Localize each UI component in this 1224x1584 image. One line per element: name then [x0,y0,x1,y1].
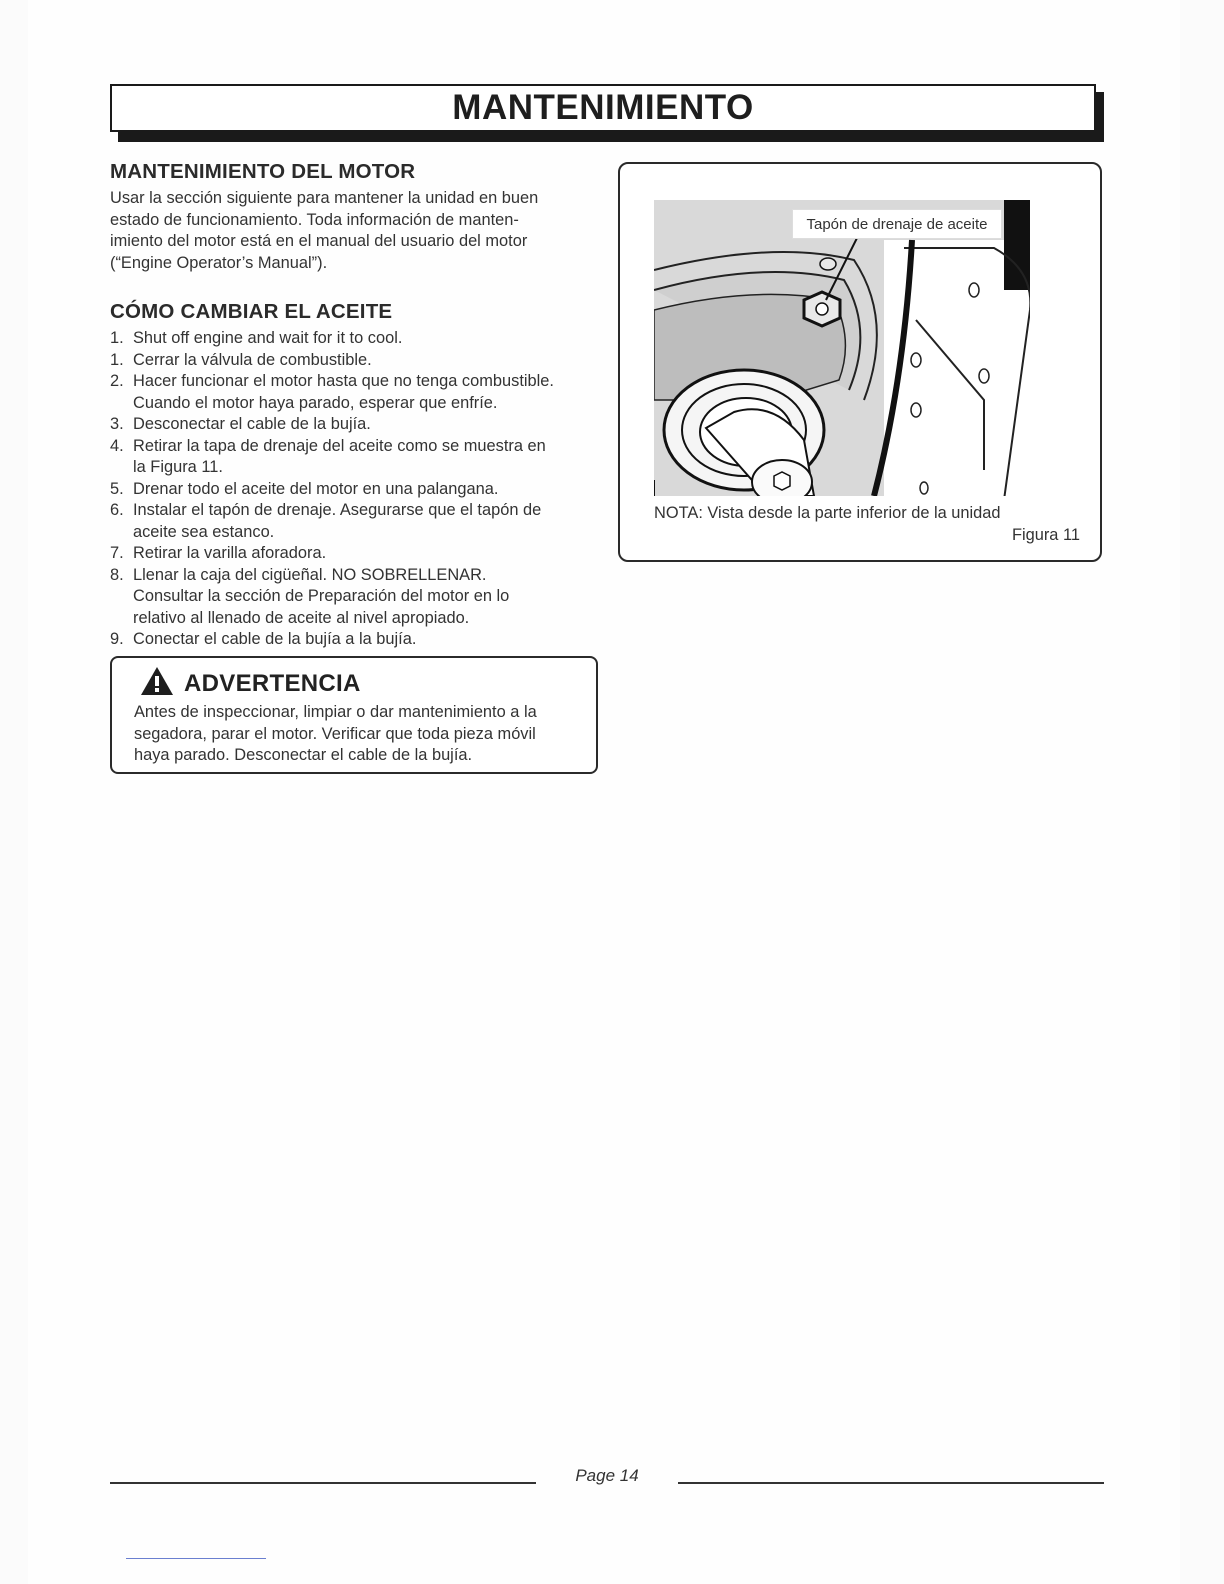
warning-line: segadora, parar el motor. Verificar que toda pieza móvil [134,724,536,743]
motor-maintenance-text [110,188,600,274]
step-number: 3. [110,415,124,433]
step-item [110,479,600,501]
step-text: Desconectar el cable de la bujía. [133,415,371,433]
step-text: Retirar la varilla aforadora. [133,544,327,562]
warning-box [110,656,598,774]
engine-underside-illustration [654,200,1030,496]
motor-text-line: estado de funcionamiento. Toda información de manten- [110,210,519,229]
step-item [110,328,600,350]
warning-line: Antes de inspeccionar, limpiar o dar mantenimiento a la [134,703,537,721]
figure-note: NOTA: Vista desde la parte inferior de la unidad [654,504,1001,522]
step-number: 8. [110,565,124,584]
step-text: Instalar el tapón de drenaje. Asegurarse que el tapón de aceite sea estanco. [133,501,542,541]
step-number: 4. [110,436,124,455]
motor-text-line: imiento del motor está en el manual del usuario del motor [110,232,528,250]
step-text: Cerrar la válvula de combustible. [133,350,372,369]
step-text: Llenar la caja del cigüeñal. NO SOBRELLENAR. Consultar la sección de Preparación del motor en lo relativo al llenado de aceite al nivel apropiado. [133,565,510,627]
footer-rule-left [110,1482,536,1484]
footer-rule-right [678,1482,1104,1484]
step-number: 9. [110,630,124,648]
oil-change-steps [110,328,600,651]
step-number: 2. [110,372,124,390]
warning-title: ADVERTENCIA [184,669,361,697]
step-item [110,543,600,565]
page-number: Page 14 [575,1466,639,1485]
step-number: 6. [110,501,124,519]
left-column [110,160,600,651]
figure-box [618,162,1102,562]
warning-line: haya parado. Desconectar el cable de la bujía. [134,746,473,764]
step-text: Shut off engine and wait for it to cool. [133,329,403,347]
warning-text [134,702,584,767]
header-banner [110,84,1096,132]
motor-text-line: (“Engine Operator’s Manual”). [110,253,328,272]
drain-plug-callout: Tapón de drenaje de aceite [792,209,1002,239]
step-text: Drenar todo el aceite del motor en una palangana. [133,479,499,498]
step-item [110,436,600,479]
step-item [110,500,600,543]
step-item [110,629,600,651]
step-item [110,371,600,414]
step-text: Retirar la tapa de drenaje del aceite como se muestra en la Figura 11. [133,436,546,476]
warning-triangle-icon [140,666,174,701]
step-text: Conectar el cable de la bujía a la bujía. [133,630,417,648]
step-number: 1. [110,329,124,347]
step-item [110,414,600,436]
figure-label: Figura 11 [1011,526,1080,544]
step-item [110,350,600,372]
warning-header [140,666,361,701]
oil-change-heading: CÓMO CAMBIAR EL ACEITE [110,300,393,323]
step-number: 5. [110,479,124,498]
step-number: 1. [110,350,124,369]
step-number: 7. [110,544,124,562]
motor-text-line: Usar la sección siguiente para mantener la unidad en buen [110,189,539,207]
step-item [110,565,600,630]
bottom-rule-mark [126,1558,266,1559]
step-text: Hacer funcionar el motor hasta que no tenga combustible. Cuando el motor haya parado, esperar que enfríe. [133,372,554,412]
motor-maintenance-heading: MANTENIMIENTO DEL MOTOR [110,160,416,183]
page-title: MANTENIMIENTO [452,88,754,127]
